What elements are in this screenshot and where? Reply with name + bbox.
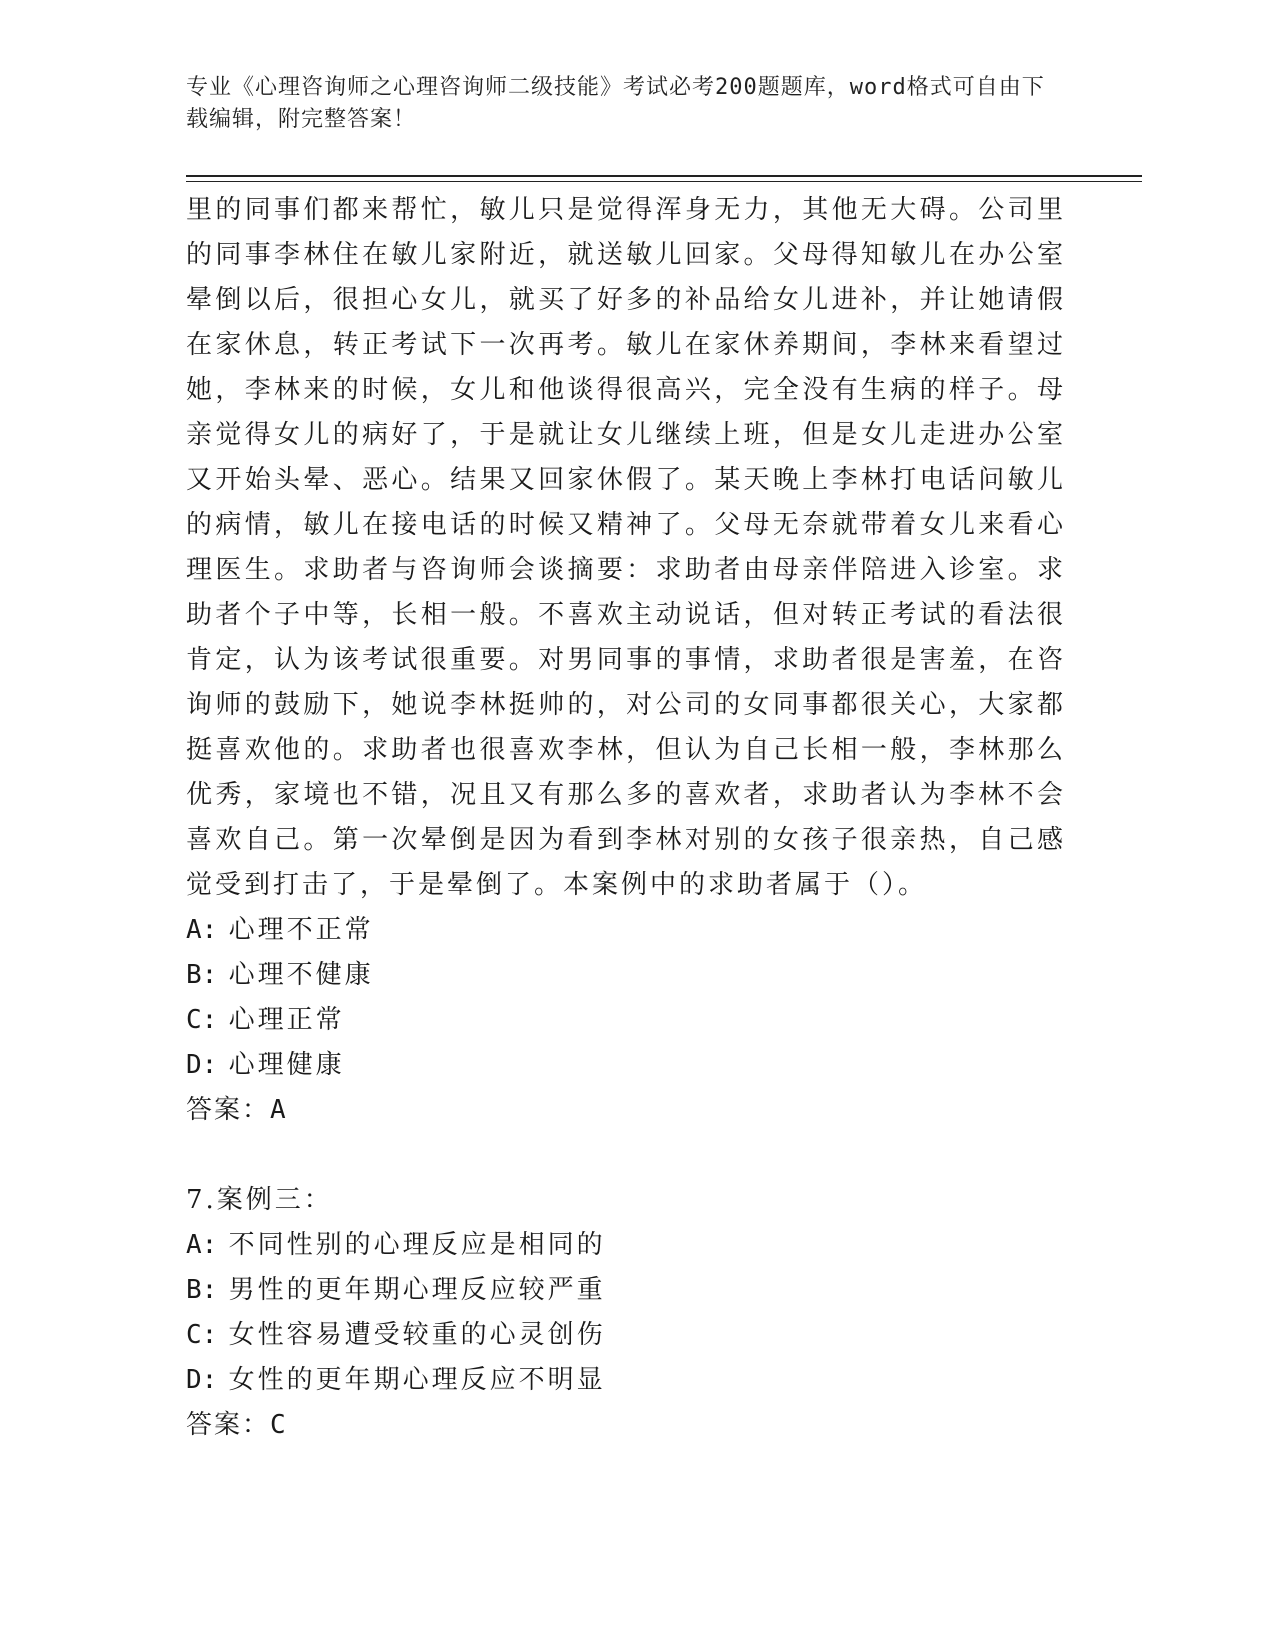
option-a	[186, 1223, 1066, 1268]
question-6	[186, 188, 1066, 1133]
option-text: 心理健康	[228, 1050, 345, 1080]
header-rule-thick	[186, 175, 1142, 177]
option-b	[186, 953, 1066, 998]
document-body	[186, 188, 1066, 1448]
answer-line	[186, 1088, 1066, 1133]
option-d	[186, 1358, 1066, 1403]
header-rule-thin	[186, 181, 1142, 182]
answer-label: 答案：	[186, 1410, 271, 1440]
option-a	[186, 908, 1066, 953]
question-passage: 里的同事们都来帮忙，敏儿只是觉得浑身无力，其他无大碍。公司里的同事李林住在敏儿家附近，就送敏儿回家。父母得知敏儿在办公室晕倒以后，很担心女儿，就买了好多的补品给女儿进补，并让她请假在家休息，转正考试下一次再考。敏儿在家休养期间，李林来看望过她，李林来的时候，女儿和他谈得很高兴，完全没有生病的样子。母亲觉得女儿的病好了，于是就让女儿继续上班，但是女儿走进办公室又开始头晕、恶心。结果又回家休假了。某天晚上李林打电话问敏儿的病情，敏儿在接电话的时候又精神了。父母无奈就带着女儿来看心理医生。求助者与咨询师会谈摘要：求助者由母亲伴陪进入诊室。求助者个子中等，长相一般。不喜欢主动说话，但对转正考试的看法很肯定，认为该考试很重要。对男同事的事情，求助者很是害羞，在咨询师的鼓励下，她说李林挺帅的，对公司的女同事都很关心，大家都挺喜欢他的。求助者也很喜欢李林，但认为自己长相一般，李林那么优秀，家境也不错，况且又有那么多的喜欢者，求助者认为李林不会喜欢自己。第一次晕倒是因为看到李林对别的女孩子很亲热，自己感觉受到打击了，于是晕倒了。本案例中的求助者属于（）。	[186, 195, 1066, 900]
document-header: 专业《心理咨询师之心理咨询师二级技能》考试必考200题题库，word格式可自由下载编辑，附完整答案！	[186, 75, 1045, 132]
option-letter: D:	[186, 1365, 218, 1395]
option-letter: A:	[186, 915, 218, 945]
question-7	[186, 1178, 1066, 1448]
option-text: 不同性别的心理反应是相同的	[228, 1230, 606, 1260]
question-spacer	[186, 1133, 1066, 1178]
option-text: 心理不健康	[228, 960, 374, 990]
answer-line	[186, 1403, 1066, 1448]
option-letter: A:	[186, 1230, 218, 1260]
option-text: 心理不正常	[228, 915, 374, 945]
option-letter: C:	[186, 1320, 218, 1350]
option-c	[186, 1313, 1066, 1358]
option-text: 男性的更年期心理反应较严重	[228, 1275, 606, 1305]
question-title: 7.案例三：	[186, 1185, 333, 1215]
option-b	[186, 1268, 1066, 1313]
option-text: 心理正常	[228, 1005, 345, 1035]
option-letter: C:	[186, 1005, 218, 1035]
option-text: 女性的更年期心理反应不明显	[228, 1365, 606, 1395]
option-c	[186, 998, 1066, 1043]
option-text: 女性容易遭受较重的心灵创伤	[228, 1320, 606, 1350]
answer-label: 答案：	[186, 1095, 271, 1125]
option-letter: D:	[186, 1050, 218, 1080]
option-letter: B:	[186, 960, 218, 990]
option-letter: B:	[186, 1275, 218, 1305]
answer-value: C	[270, 1410, 288, 1440]
answer-value: A	[270, 1095, 288, 1125]
option-d	[186, 1043, 1066, 1088]
